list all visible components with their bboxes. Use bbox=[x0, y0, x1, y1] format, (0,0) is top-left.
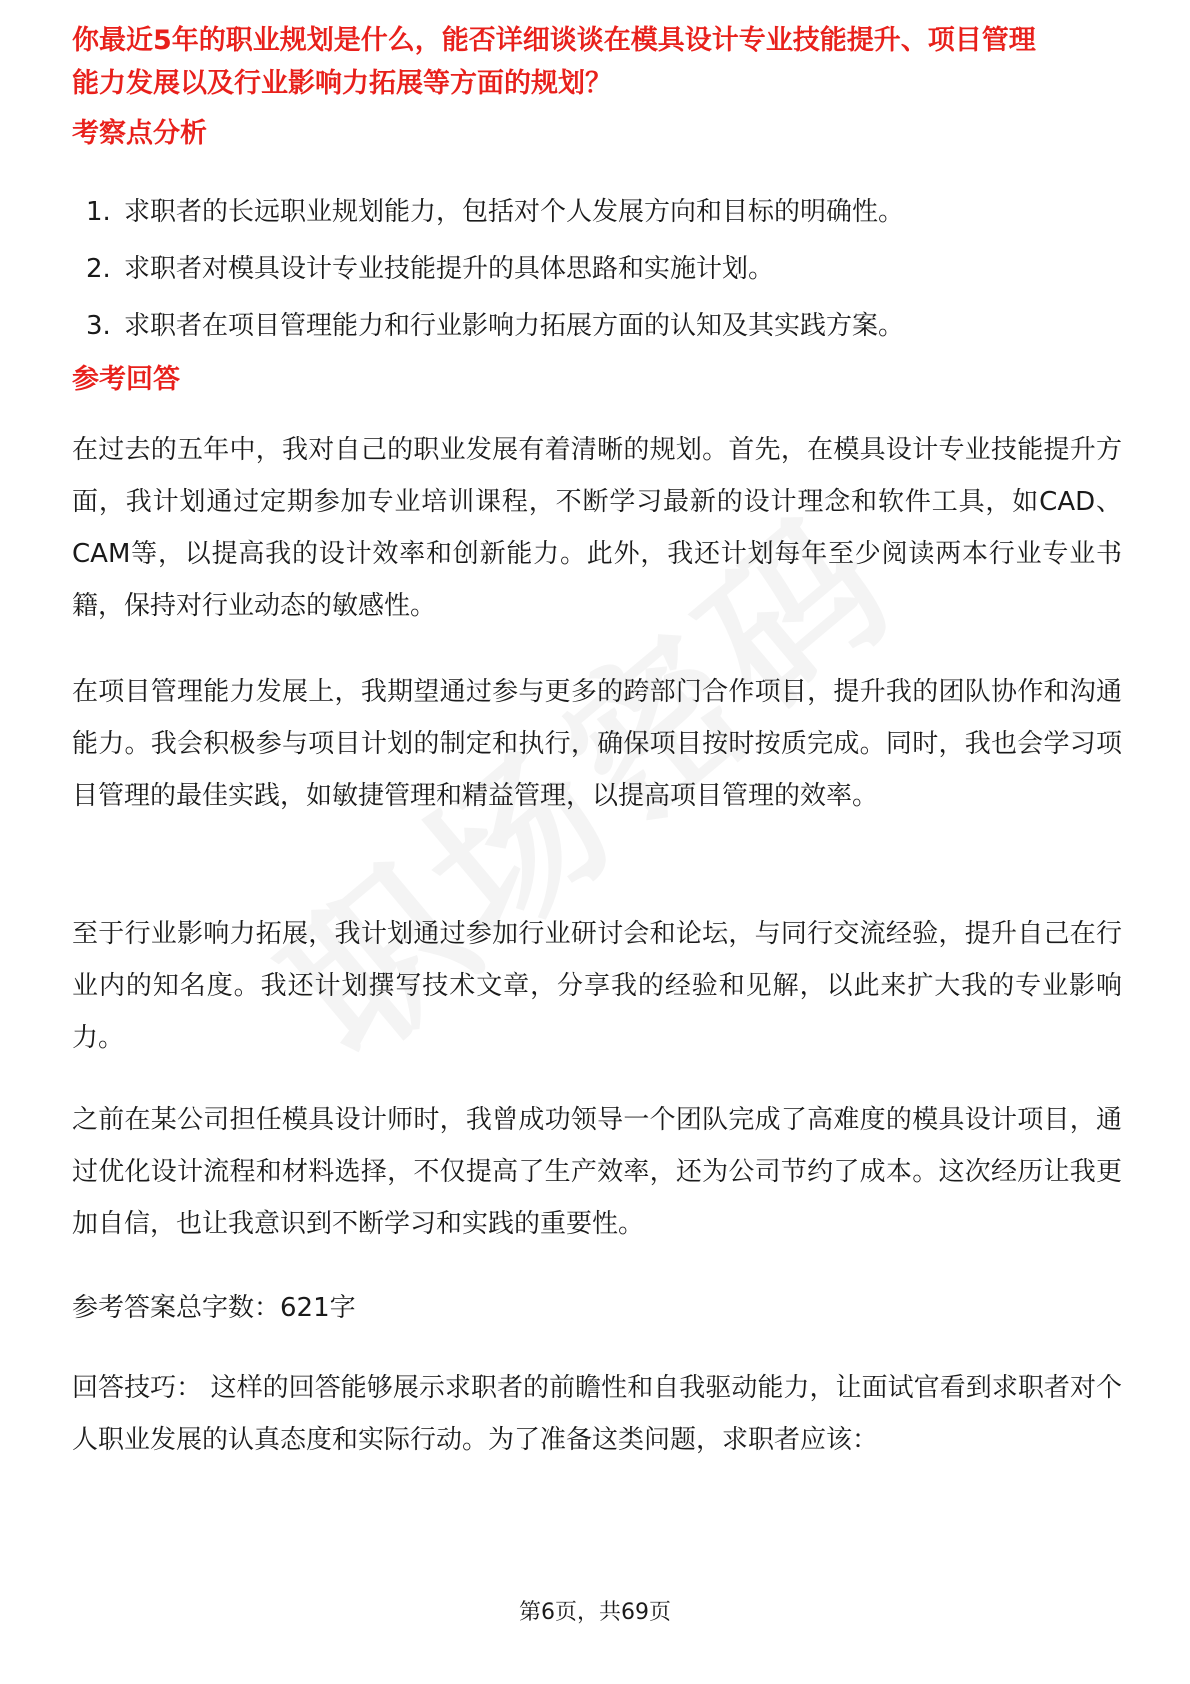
list-item-text: 求职者的长远职业规划能力，包括对个人发展方向和目标的明确性。 bbox=[124, 197, 905, 227]
list-item-text: 求职者在项目管理能力和行业影响力拓展方面的认知及其实践方案。 bbox=[124, 311, 905, 341]
list-item-number: 3. bbox=[86, 311, 111, 341]
answer-paragraph: 至于行业影响力拓展，我计划通过参加行业研讨会和论坛，与同行交流经验，提升自己在行业内的知名度。我还计划撰写技术文章，分享我的经验和见解，以此来扩大我的专业影响力。 bbox=[72, 919, 1122, 1053]
answer-paragraph: 之前在某公司担任模具设计师时，我曾成功领导一个团队完成了高难度的模具设计项目，通过优化设计流程和材料选择，不仅提高了生产效率，还为公司节约了成本。这次经历让我更加自信，也让我意识到不断学习和实践的重要性。 bbox=[72, 1105, 1122, 1239]
list-item-number: 1. bbox=[86, 197, 111, 227]
analysis-heading: 考察点分析 bbox=[72, 118, 207, 149]
answer-heading: 参考回答 bbox=[72, 364, 180, 395]
list-item bbox=[72, 306, 1122, 363]
page-number: 第6页，共69页 bbox=[519, 1600, 671, 1625]
word-count: 参考答案总字数：621字 bbox=[72, 1293, 356, 1323]
list-item bbox=[72, 192, 1122, 249]
list-item-text: 求职者对模具设计专业技能提升的具体思路和实施计划。 bbox=[124, 254, 775, 284]
question-line-1-clipped bbox=[72, 24, 1122, 58]
answer-tips: 回答技巧： 这样的回答能够展示求职者的前瞻性和自我驱动能力，让面试官看到求职者对个人职业发展的认真态度和实际行动。为了准备这类问题，求职者应该： bbox=[72, 1373, 1122, 1455]
answer-paragraph: 在过去的五年中，我对自己的职业发展有着清晰的规划。首先，在模具设计专业技能提升方面，我计划通过定期参加专业培训课程，不断学习最新的设计理念和软件工具，如CAD、CAM等，以提高我的设计效率和创新能力。此外，我还计划每年至少阅读两本行业专业书籍，保持对行业动态的敏感性。 bbox=[72, 435, 1122, 621]
list-item bbox=[72, 249, 1122, 306]
list-item-number: 2. bbox=[86, 254, 111, 284]
question-text-partial: 你最近5年的职业规划是什么，能否详细谈谈在模具设计专业技能提升、项目管理 bbox=[72, 25, 1036, 56]
answer-paragraph: 在项目管理能力发展上，我期望通过参与更多的跨部门合作项目，提升我的团队协作和沟通能力。我会积极参与项目计划的制定和执行，确保项目按时按质完成。同时，我也会学习项目管理的最佳实践，如敏捷管理和精益管理，以提高项目管理的效率。 bbox=[72, 677, 1122, 811]
question-text: 能力发展以及行业影响力拓展等方面的规划？ bbox=[72, 68, 612, 99]
analysis-list bbox=[72, 192, 1122, 363]
